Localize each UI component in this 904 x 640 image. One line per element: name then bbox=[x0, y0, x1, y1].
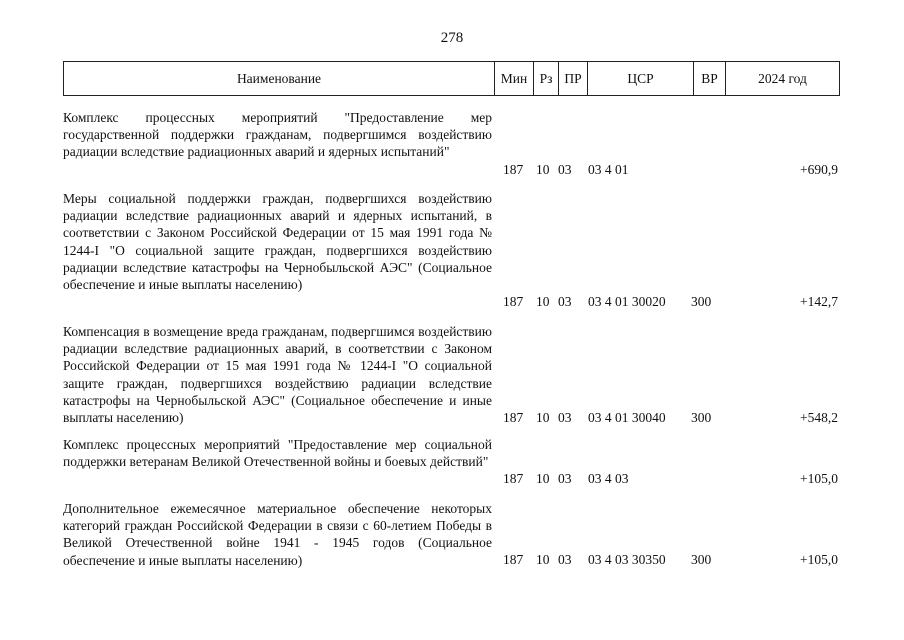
row-name: Комплекс процессных мероприятий "Предоставление мер государственной поддержки гражданам, подвергшимся воздействию радиации вследствие радиационных аварий и ядерных испытаний" bbox=[63, 110, 492, 160]
row-sum: +105,0 bbox=[800, 552, 838, 567]
row-rz: 10 bbox=[536, 552, 550, 567]
row-rz: 10 bbox=[536, 162, 550, 177]
row-vr: 300 bbox=[691, 294, 712, 309]
header-csr: ЦСР bbox=[588, 62, 694, 95]
row-csr: 03 4 03 bbox=[588, 471, 629, 486]
row-csr: 03 4 01 bbox=[588, 162, 629, 177]
row-name: Дополнительное ежемесячное материальное обеспечение некоторых категорий граждан Российской Федерации в связи с 60-летием Победы в Великой Отечественной войне 1941 - 1945 годов (Социальное обеспечение и иные выплаты населению) bbox=[63, 501, 492, 568]
row-name: Компенсация в возмещение вреда гражданам, подвергшимся воздействию радиации вследствие радиационных аварий, в соответствии с Законом Российской Федерации от 15 мая 1991 года № 1244-I "О социальной защите граждан, подвергшихся воздействию радиации вследствие катастрофы на Чернобыльской АЭС" (Социальное обеспечение и иные выплаты населению) bbox=[63, 324, 492, 426]
page-number: 278 bbox=[440, 30, 464, 46]
row-rz: 10 bbox=[536, 471, 550, 486]
row-pr: 03 bbox=[558, 471, 572, 486]
header-pr: ПР bbox=[559, 62, 588, 95]
row-pr: 03 bbox=[558, 162, 572, 177]
row-min: 187 bbox=[503, 294, 524, 309]
table-header bbox=[63, 61, 840, 96]
row-sum: +690,9 bbox=[800, 162, 838, 177]
header-name: Наименование bbox=[64, 62, 495, 95]
row-sum: +142,7 bbox=[800, 294, 838, 309]
row-min: 187 bbox=[503, 162, 524, 177]
row-vr: 300 bbox=[691, 552, 712, 567]
row-min: 187 bbox=[503, 471, 524, 486]
header-min: Мин bbox=[495, 62, 534, 95]
row-sum: +105,0 bbox=[800, 471, 838, 486]
row-name: Меры социальной поддержки граждан, подвергшихся воздействию радиации вследствие радиационных аварий и ядерных испытаний, в соответствии с Законом Российской Федерации от 15 мая 1991 года № 1244-I "О социальной защите граждан, подвергшихся воздействию радиации вследствие катастрофы на Чернобыльской АЭС" (Социальное обеспечение и иные выплаты населению) bbox=[63, 191, 492, 293]
row-csr: 03 4 03 30350 bbox=[588, 552, 666, 567]
row-pr: 03 bbox=[558, 410, 572, 425]
row-csr: 03 4 01 30040 bbox=[588, 410, 666, 425]
row-min: 187 bbox=[503, 552, 524, 567]
header-vr: ВР bbox=[694, 62, 726, 95]
header-year: 2024 год bbox=[758, 71, 807, 86]
header-rz: Рз bbox=[534, 62, 559, 95]
row-sum: +548,2 bbox=[800, 410, 838, 425]
row-csr: 03 4 01 30020 bbox=[588, 294, 666, 309]
row-rz: 10 bbox=[536, 410, 550, 425]
row-pr: 03 bbox=[558, 294, 572, 309]
row-name: Комплекс процессных мероприятий "Предоставление мер социальной поддержки ветеранам Великой Отечественной войны и боевых действий" bbox=[63, 437, 492, 470]
row-rz: 10 bbox=[536, 294, 550, 309]
row-pr: 03 bbox=[558, 552, 572, 567]
row-min: 187 bbox=[503, 410, 524, 425]
row-vr: 300 bbox=[691, 410, 712, 425]
